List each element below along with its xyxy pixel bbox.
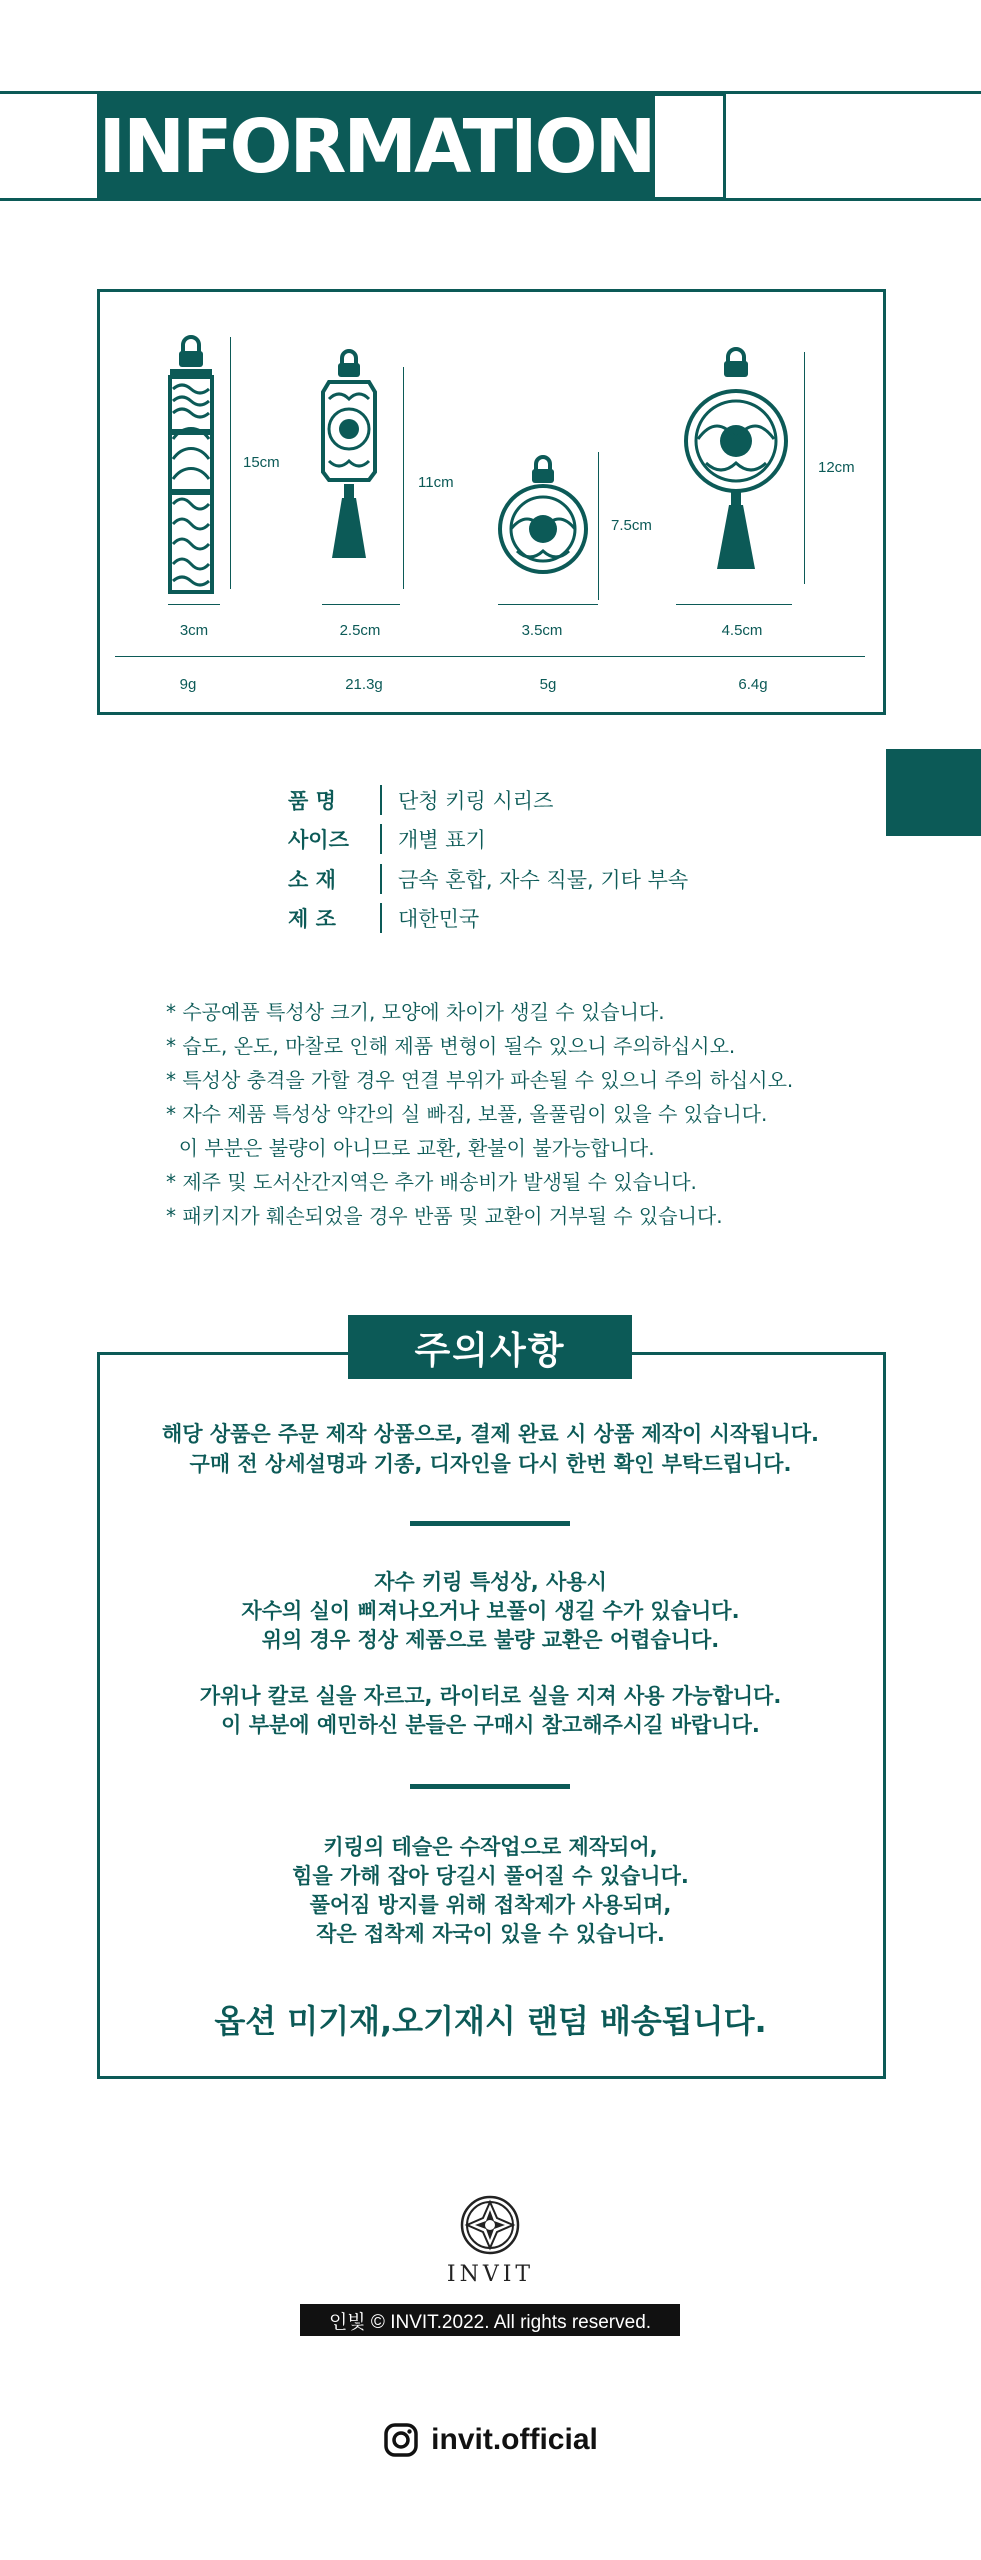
spec-key: 품 명 [288,789,336,813]
product-4-illustration [686,349,786,569]
width-line-4 [676,604,792,605]
spec-key: 사이즈 [288,828,349,852]
height-label-2: 11cm [418,474,454,491]
note-line: * 제주 및 도서산간지역은 추가 배송비가 발생될 수 있습니다. [166,1170,697,1194]
copyright-bar: 인빛 © INVIT.2022. All rights reserved. [300,2304,680,2336]
note-line: * 패키지가 훼손되었을 경우 반품 및 교환이 거부될 수 있습니다. [166,1204,723,1228]
spec-separator [380,824,382,854]
product-illustrations [97,289,886,715]
width-label-2: 2.5cm [339,622,381,639]
header-outline-box [652,93,726,200]
caution-final: 옵션 미기재,오기재시 랜덤 배송됩니다. [214,2002,767,2040]
spec-value: 단청 키링 시리즈 [398,789,554,813]
spec-separator [380,785,382,815]
caution-text: 자수 키링 특성상, 사용시 [374,1570,607,1594]
spec-value: 개별 표기 [398,828,486,852]
spec-row-size [288,821,486,857]
caution-text: 위의 경우 정상 제품으로 불량 교환은 어렵습니다. [261,1628,720,1652]
weight-divider [115,656,865,657]
height-label-1: 15cm [243,454,280,471]
caution-text: 해당 상품은 주문 제작 상품으로, 결제 완료 시 상품 제작이 시작됩니다. [161,1422,820,1446]
spec-row-manufacture [288,900,479,936]
width-label-1: 3cm [179,622,209,639]
product-3-illustration [500,457,586,572]
brand-logo-icon [459,2194,521,2256]
caution-text: 작은 접착제 자국이 있을 수 있습니다. [316,1922,665,1946]
spec-value: 금속 혼합, 자수 직물, 기타 부속 [398,868,689,892]
weight-label-3: 5g [539,676,557,693]
header-title: INFORMATION [97,93,655,200]
width-line-1 [168,604,220,605]
height-label-4: 12cm [818,459,855,476]
side-color-tab [886,749,981,836]
product-2-illustration [323,351,375,558]
height-line-4 [804,352,805,584]
brand-name: INVIT [446,2262,535,2287]
instagram-label: invit.official [431,2423,598,2456]
caution-text: 키링의 테슬은 수작업으로 제작되어, [323,1835,658,1859]
caution-text: 구매 전 상세설명과 기종, 디자인을 다시 한번 확인 부탁드립니다. [189,1452,792,1476]
note-line: 이 부분은 불량이 아니므로 교환, 환불이 불가능합니다. [166,1136,655,1160]
note-line: * 수공예품 특성상 크기, 모양에 차이가 생길 수 있습니다. [166,1000,665,1024]
note-line: * 자수 제품 특성상 약간의 실 빠짐, 보풀, 올풀림이 있을 수 있습니다. [166,1102,768,1126]
width-line-3 [498,604,598,605]
spec-separator [380,903,382,933]
width-label-3: 3.5cm [521,622,563,639]
note-line: * 특성상 충격을 가할 경우 연결 부위가 파손될 수 있으니 주의 하십시오. [166,1068,794,1092]
width-line-2 [322,604,400,605]
product-1-illustration [170,337,212,592]
caution-text: 가위나 칼로 실을 자르고, 라이터로 실을 지져 사용 가능합니다. [199,1684,782,1708]
caution-divider [410,1521,570,1526]
caution-text: 이 부분에 예민하신 분들은 구매시 참고해주시길 바랍니다. [221,1713,760,1737]
height-line-1 [230,337,231,589]
caution-text: 자수의 실이 삐져나오거나 보풀이 생길 수가 있습니다. [241,1599,740,1623]
caution-text: 힘을 가해 잡아 당길시 풀어질 수 있습니다. [292,1864,689,1888]
height-line-3 [598,452,599,600]
caution-text: 풀어짐 방지를 위해 접착제가 사용되며, [309,1893,672,1917]
note-line: * 습도, 온도, 마찰로 인해 제품 변형이 될수 있으니 주의하십시오. [166,1034,736,1058]
weight-label-2: 21.3g [345,676,383,693]
spec-separator [380,864,382,894]
weight-label-4: 6.4g [738,676,768,693]
weight-label-1: 9g [179,676,197,693]
height-label-3: 7.5cm [611,517,652,534]
spec-key: 제 조 [288,907,336,931]
width-label-4: 4.5cm [721,622,763,639]
spec-key: 소 재 [288,868,336,892]
height-line-2 [403,367,404,589]
instagram-icon [383,2422,419,2458]
instagram-handle[interactable] [0,2422,981,2458]
spec-row-material [288,861,688,897]
caution-title: 주의사항 [348,1315,632,1379]
caution-divider [410,1784,570,1789]
spec-row-name [288,782,553,818]
spec-value: 대한민국 [398,907,480,931]
